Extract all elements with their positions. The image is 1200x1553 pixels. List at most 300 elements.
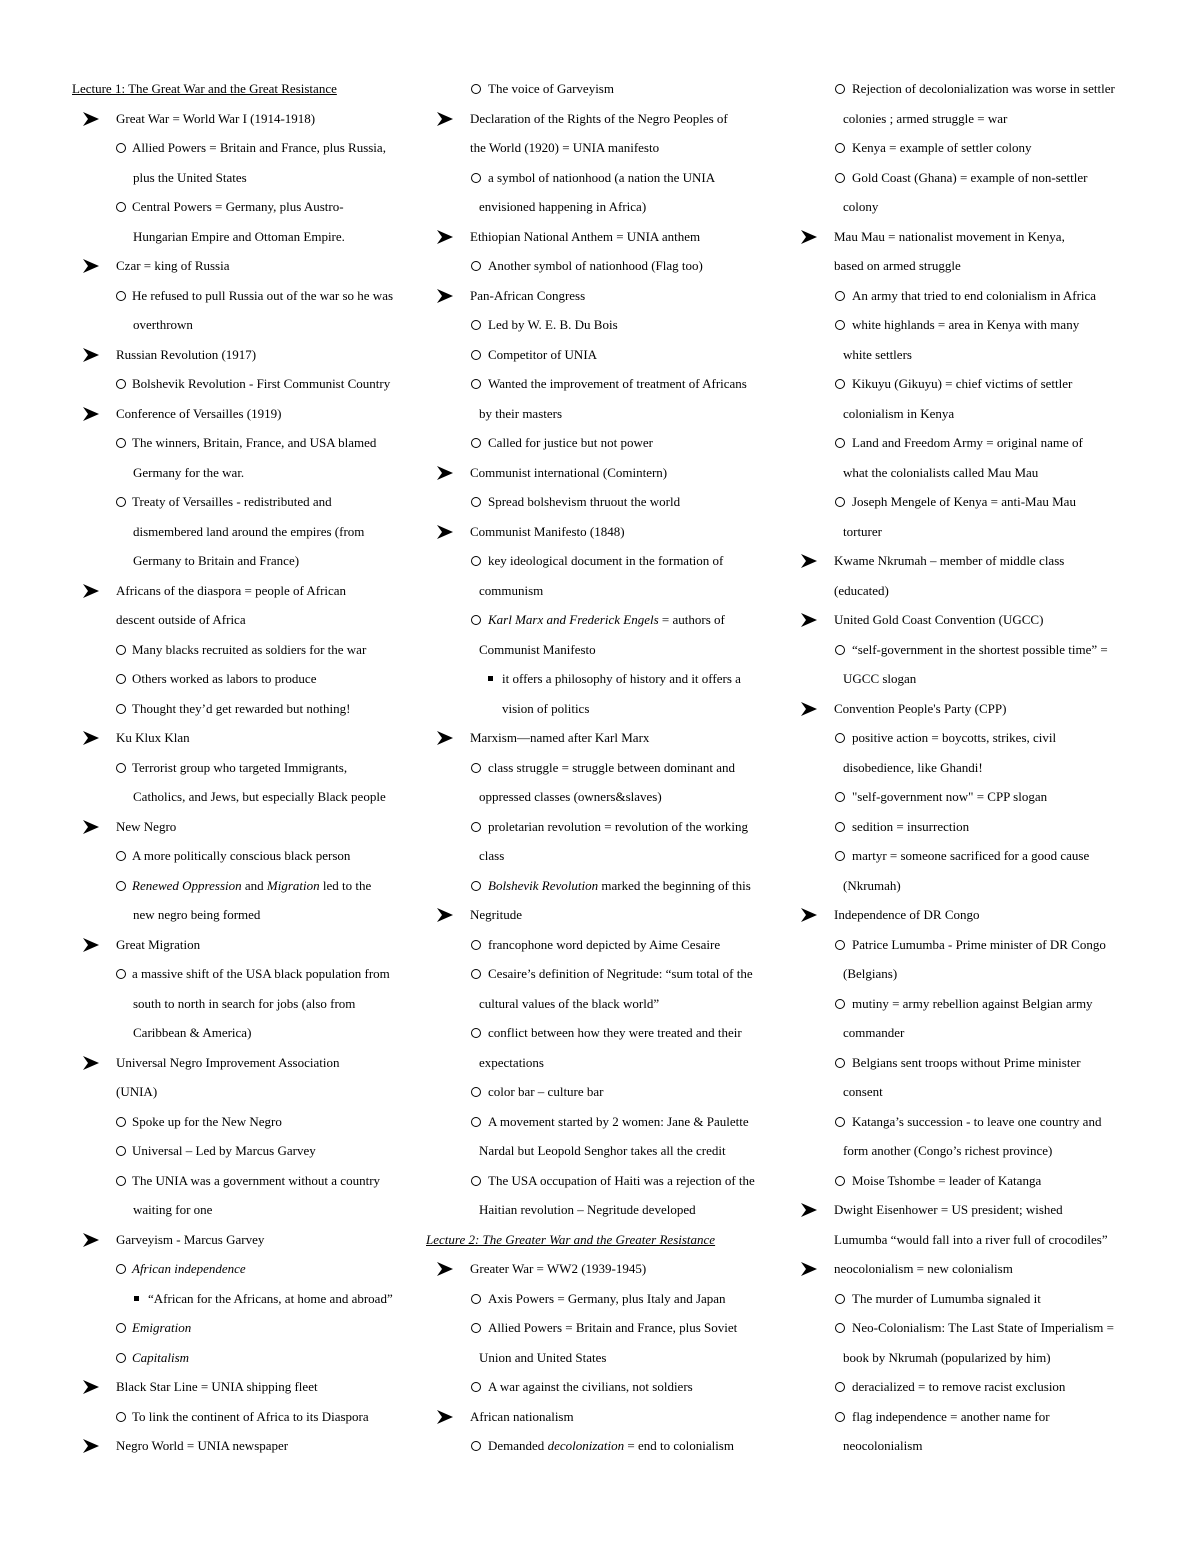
bullet-item [72,399,417,429]
line-text [133,907,260,922]
circle-bullet-icon [116,1353,126,1363]
sub-bullet-item [72,664,417,694]
line-text [116,1232,264,1247]
circle-bullet-icon [835,1058,845,1068]
arrow-bullet-icon [436,1402,456,1425]
plain-text: Africans of the diaspora = people of African [116,582,347,598]
arrow-bullet-icon [436,900,456,923]
circle-bullet-icon [835,1382,845,1392]
line-text [843,1025,904,1040]
sub-bullet-item [72,487,417,517]
line-text [852,1173,1041,1188]
plain-text: white highlands = area in Kenya with many [852,317,1080,332]
sub-bullet-item [72,1313,417,1343]
emphasis-text: African independence [132,1261,246,1276]
sub-bullet-item [72,133,417,163]
line-text [133,553,299,568]
line-text [470,730,649,745]
sub-bullet-item [790,1166,1135,1196]
continuation-line [790,1431,1135,1461]
bullet-item [426,723,778,753]
continuation-line [426,1195,778,1225]
arrow-bullet-icon [82,1048,102,1071]
line-text [488,1084,604,1099]
continuation-line [426,841,778,871]
line-text [132,1261,246,1276]
plain-text: Cesaire’s definition of Negritude: “sum total of the [488,966,753,981]
bullet-item [790,605,1135,635]
line-text [488,1114,749,1129]
plain-text: new negro being formed [133,907,261,922]
emphasis-text: Bolshevik Revolution [488,877,599,893]
circle-bullet-icon [471,1441,481,1451]
line-text [116,1055,339,1070]
line-text [852,317,1079,332]
plain-text: key ideological document in the formation of [488,553,724,568]
circle-bullet-icon [471,615,481,625]
sub-bullet-item [790,310,1135,340]
plain-text: and [241,877,267,893]
line-text [479,1202,696,1217]
line-text [132,1350,189,1365]
sub-bullet-item [426,1372,778,1402]
line-text [843,1350,1051,1365]
circle-bullet-icon [471,497,481,507]
plain-text: “African for the Africans, at home and abroad” [148,1290,393,1306]
arrow-bullet-icon [82,930,102,953]
line-text [834,1232,1108,1247]
line-text [488,258,703,273]
sub-sub-bullet-item [426,664,778,694]
emphasis-text: Renewed Oppression [132,877,242,893]
line-text [834,229,1065,244]
plain-text: Germany to Britain and France) [133,553,300,568]
line-text [470,140,659,155]
line-text [479,789,662,804]
line-text [843,671,916,686]
continuation-line [790,1077,1135,1107]
line-text [843,1143,1052,1158]
line-text [843,524,882,539]
plain-text: Conference of Versailles (1919) [116,405,282,421]
bullet-item [72,576,417,606]
plain-text: Patrice Lumumba - Prime minister of DR Congo [852,936,1106,952]
continuation-line [790,1018,1135,1048]
line-text [116,819,176,834]
plain-text: Called for justice but not power [488,435,653,450]
arrow-bullet-icon [82,576,102,599]
line-text [116,1438,288,1453]
line-text [132,140,386,155]
plain-text: The winners, Britain, France, and USA blamed [132,435,377,450]
line-text [470,1409,574,1424]
arrow-bullet-icon [82,340,102,363]
plain-text: it offers a philosophy of history and it offers a [502,671,741,686]
plain-text: The voice of Garveyism [488,81,614,96]
plain-text: Neo-Colonialism: The Last State of Imperialism = [852,1320,1114,1335]
plain-text: positive action = boycotts, strikes, civil [852,730,1057,745]
line-text [488,347,597,362]
plain-text: expectations [479,1054,544,1070]
line-text [479,199,646,214]
plain-text: martyr = someone sacrificed for a good cause [852,848,1090,863]
circle-bullet-icon [471,969,481,979]
sub-bullet-item [426,1431,778,1461]
line-text [834,1261,1013,1276]
line-text [132,671,316,686]
arrow-bullet-icon [800,900,820,923]
line-text [132,288,393,303]
line-text [852,730,1056,745]
arrow-bullet-icon [436,1254,456,1277]
circle-bullet-icon [116,379,126,389]
plain-text: (Nkrumah) [843,877,901,893]
line-text [852,435,1083,450]
line-text [488,612,725,627]
continuation-line [790,1225,1135,1255]
line-text [133,996,355,1011]
line-text [132,1114,282,1129]
sub-bullet-item [72,1166,417,1196]
plain-text: The UNIA was a government without a country [132,1172,381,1188]
plain-text: by their masters [479,405,563,421]
bullet-item [790,1195,1135,1225]
plain-text: A more politically conscious black person [132,848,351,863]
sub-bullet-item [426,812,778,842]
continuation-line [790,251,1135,281]
plain-text: A war against the civilians, not soldiers [488,1379,693,1394]
line-text [132,966,390,981]
sub-bullet-item [426,930,778,960]
plain-text: Great Migration [116,936,201,952]
sub-bullet-item [426,369,778,399]
plain-text: colony [843,199,879,214]
circle-bullet-icon [116,851,126,861]
continuation-line [72,989,417,1019]
plain-text: Demanded [488,1438,548,1453]
bullet-item [72,251,417,281]
line-text [834,612,1043,627]
continuation-line [790,753,1135,783]
plain-text: overthrown [133,317,193,332]
sub-bullet-item [72,694,417,724]
plain-text: francophone word depicted by Aime Cesaire [488,936,721,952]
bullet-item [790,900,1135,930]
line-text [116,347,256,362]
arrow-bullet-icon [82,723,102,746]
circle-bullet-icon [835,379,845,389]
circle-bullet-icon [116,704,126,714]
plain-text: Central Powers = Germany, plus Austro- [132,199,344,214]
plain-text: book by Nkrumah (popularized by him) [843,1349,1051,1365]
plain-text: Black Star Line = UNIA shipping fleet [116,1379,318,1394]
emphasis-text: Karl Marx and Frederick Engels [488,612,659,627]
circle-bullet-icon [116,1117,126,1127]
line-text [843,347,912,362]
line-text [116,111,315,126]
circle-bullet-icon [116,438,126,448]
circle-bullet-icon [116,497,126,507]
line-text [843,878,901,893]
arrow-bullet-icon [800,1195,820,1218]
plain-text: Declaration of the Rights of the Negro Peoples of [470,110,728,126]
line-text [479,848,504,863]
column-3 [790,74,1135,1461]
bullet-item [426,900,778,930]
plain-text: He refused to pull Russia out of the war so he was [132,287,394,303]
line-text [488,878,751,893]
sub-bullet-item [790,428,1135,458]
continuation-line [790,104,1135,134]
plain-text: Land and Freedom Army = original name of [852,435,1083,450]
sub-bullet-item [426,1313,778,1343]
line-text [834,258,961,273]
plain-text: Katanga’s succession - to leave one country and [852,1113,1102,1129]
circle-bullet-icon [116,1412,126,1422]
line-text [843,406,954,421]
continuation-line [790,458,1135,488]
line-text [132,1320,191,1335]
circle-bullet-icon [835,822,845,832]
plain-text: United Gold Coast Convention (UGCC) [834,612,1044,627]
line-text [479,642,596,657]
plain-text: Universal Negro Improvement Association [116,1054,340,1070]
plain-text: class [479,848,505,863]
continuation-line [790,871,1135,901]
continuation-line [426,782,778,812]
circle-bullet-icon [471,556,481,566]
plain-text: "self-government now" = CPP slogan [852,789,1048,804]
plain-text: Allied Powers = Britain and France, plus Soviet [488,1320,738,1335]
circle-bullet-icon [835,1412,845,1422]
plain-text: Garveyism - Marcus Garvey [116,1231,265,1247]
circle-bullet-icon [471,320,481,330]
circle-bullet-icon [471,173,481,183]
line-text [133,170,247,185]
square-bullet-icon [488,676,493,681]
plain-text: led to the [319,877,372,893]
circle-bullet-icon [835,320,845,330]
bullet-item [790,1254,1135,1284]
sub-bullet-item [426,871,778,901]
plain-text: Axis Powers = Germany, plus Italy and Japan [488,1290,726,1306]
continuation-line [426,576,778,606]
sub-bullet-item [426,605,778,635]
circle-bullet-icon [116,1176,126,1186]
plain-text: based on armed struggle [834,258,961,273]
line-text [132,435,376,450]
plain-text: Ku Klux Klan [116,730,190,745]
plain-text: the World (1920) = UNIA manifesto [470,140,660,155]
line-text [488,966,753,981]
sub-bullet-item [790,1313,1135,1343]
circle-bullet-icon [116,291,126,301]
line-text [488,1291,726,1306]
plain-text: Another symbol of nationhood (Flag too) [488,258,703,273]
plain-text: colonialism in Kenya [843,405,955,421]
line-text [834,907,980,922]
sub-bullet-item [72,1402,417,1432]
sub-bullet-item [426,753,778,783]
sub-bullet-item [72,369,417,399]
sub-bullet-item [426,310,778,340]
sub-bullet-item [790,782,1135,812]
circle-bullet-icon [471,350,481,360]
sub-bullet-item [790,989,1135,1019]
plain-text: form another (Congo’s richest province) [843,1143,1053,1158]
sub-bullet-item [426,1166,778,1196]
circle-bullet-icon [835,733,845,743]
sub-bullet-item [790,1402,1135,1432]
circle-bullet-icon [116,143,126,153]
line-text [488,170,715,185]
bullet-item [72,723,417,753]
line-text [834,1202,1063,1217]
plain-text: Ethiopian National Anthem = UNIA anthem [470,228,701,244]
line-text [132,760,347,775]
line-text [116,937,200,952]
circle-bullet-icon [116,1146,126,1156]
plain-text: Hungarian Empire and Ottoman Empire. [133,228,345,244]
plain-text: New Negro [116,818,177,834]
line-text [852,288,1096,303]
bullet-item [72,812,417,842]
continuation-line [790,959,1135,989]
line-text [852,81,1115,96]
sub-bullet-item [790,369,1135,399]
plain-text: Lumumba “would fall into a river full of crocodiles” [834,1231,1108,1247]
plain-text: Nardal but Leopold Senghor takes all the credit [479,1143,726,1158]
plain-text: Convention People's Party (CPP) [834,700,1007,716]
lecture-heading [72,74,417,104]
sub-bullet-item [72,841,417,871]
sub-bullet-item [426,1077,778,1107]
continuation-line [426,133,778,163]
plain-text: vision of politics [502,700,590,716]
plain-text: Spread bolshevism thruout the world [488,494,681,509]
sub-bullet-item [426,428,778,458]
plain-text: Independence of DR Congo [834,907,980,922]
sub-bullet-item [72,871,417,901]
sub-bullet-item [790,1048,1135,1078]
plain-text: The USA occupation of Haiti was a rejection of the [488,1172,755,1188]
arrow-bullet-icon [800,222,820,245]
line-text [852,789,1047,804]
bullet-item [426,222,778,252]
plain-text: Communist Manifesto (1848) [470,523,625,539]
plain-text: marked the beginning of this [598,877,751,893]
line-text [852,1320,1114,1335]
line-text [834,583,889,598]
circle-bullet-icon [116,1264,126,1274]
plain-text: Pan-African Congress [470,287,586,303]
line-text [852,819,969,834]
line-text [479,996,659,1011]
continuation-line [426,694,778,724]
circle-bullet-icon [471,438,481,448]
arrow-bullet-icon [82,812,102,835]
circle-bullet-icon [835,497,845,507]
continuation-line [426,399,778,429]
emphasis-text: Capitalism [132,1349,190,1365]
plain-text: Wanted the improvement of treatment of Africans [488,376,747,391]
circle-bullet-icon [471,1294,481,1304]
plain-text: neocolonialism [843,1438,923,1453]
sub-bullet-item [790,163,1135,193]
line-text [502,671,741,686]
plain-text: An army that tried to end colonialism in Africa [852,287,1097,303]
line-text [133,465,244,480]
continuation-line [790,664,1135,694]
arrow-bullet-icon [82,399,102,422]
circle-bullet-icon [471,1382,481,1392]
plain-text: dismembered land around the empires (from [133,523,365,539]
plain-text: plus the United States [133,169,247,185]
circle-bullet-icon [471,1323,481,1333]
line-text [852,996,1093,1011]
sub-bullet-item [790,487,1135,517]
line-text [133,1025,251,1040]
bullet-item [72,1431,417,1461]
plain-text: Allied Powers = Britain and France, plus Russia, [132,140,386,155]
arrow-bullet-icon [436,104,456,127]
continuation-line [426,1343,778,1373]
plain-text: Dwight Eisenhower = US president; wished [834,1202,1063,1217]
continuation-line [72,546,417,576]
plain-text: conflict between how they were treated and their [488,1025,742,1040]
line-text [488,1438,734,1453]
line-text [488,937,720,952]
arrow-bullet-icon [800,605,820,628]
sub-bullet-item [72,1254,417,1284]
continuation-line [790,399,1135,429]
line-text [852,1291,1041,1306]
plain-text: Lecture 2: The Greater War and the Greater Resistance [426,1231,716,1247]
plain-text: a massive shift of the USA black population from [132,966,390,981]
sub-bullet-item [426,163,778,193]
sub-bullet-item [790,1107,1135,1137]
plain-text: Rejection of decolonialization was worse in settler [852,81,1115,96]
plain-text: Catholics, and Jews, but especially Black people [133,789,386,804]
plain-text: Negritude [470,907,522,922]
continuation-line [426,1048,778,1078]
circle-bullet-icon [835,438,845,448]
sub-bullet-item [790,133,1135,163]
plain-text: (educated) [834,582,889,598]
plain-text: The murder of Lumumba signaled it [852,1290,1041,1306]
line-text [132,701,350,716]
continuation-line [790,1343,1135,1373]
plain-text: Germany for the war. [133,464,245,480]
plain-text: class struggle = struggle between dominant and [488,759,736,775]
continuation-line [426,989,778,1019]
line-text [852,1055,1081,1070]
plain-text: oppressed classes (owners&slaves) [479,789,662,804]
circle-bullet-icon [835,1176,845,1186]
continuation-line [790,576,1135,606]
plain-text: Bolshevik Revolution - First Communist Country [132,376,391,391]
line-text [132,1173,380,1188]
line-text [852,140,1032,155]
circle-bullet-icon [835,173,845,183]
line-text [132,848,350,863]
plain-text: color bar – culture bar [488,1084,604,1099]
line-text [488,81,614,96]
circle-bullet-icon [471,1087,481,1097]
plain-text: Kwame Nkrumah – member of middle class [834,553,1065,568]
line-text [488,553,723,568]
continuation-line [72,458,417,488]
